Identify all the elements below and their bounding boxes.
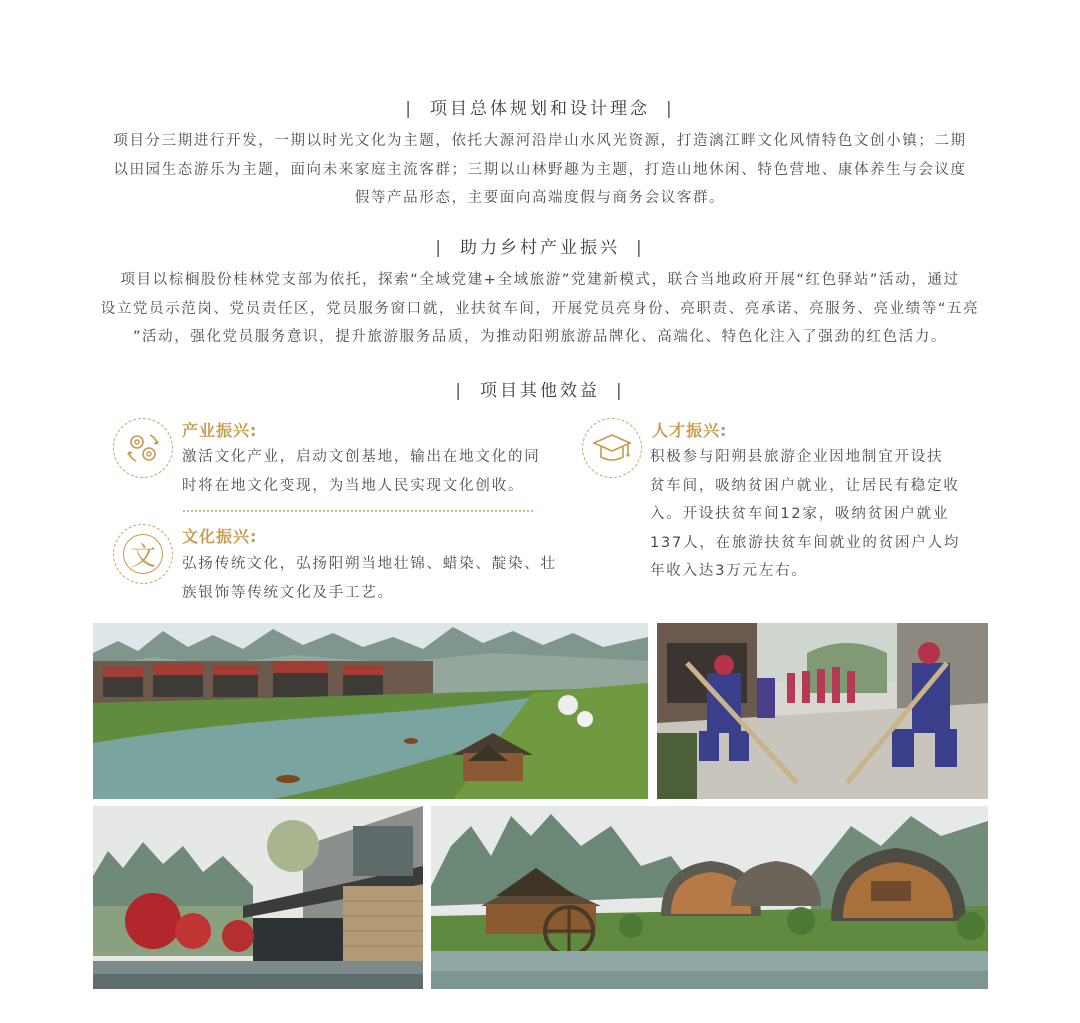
benefits-title-text: 项目其他效益 bbox=[480, 381, 600, 401]
benefit-line: 贫车间，吸纳贫困户就业，让居民有稳定收 bbox=[650, 477, 960, 494]
planning-paragraph bbox=[90, 127, 990, 213]
benefit-line: 积极参与阳朔县旅游企业因地制宜开设扶 bbox=[650, 449, 944, 465]
talent-text bbox=[650, 443, 960, 586]
revitalization-paragraph bbox=[90, 266, 990, 352]
benefit-line: 年收入达3万元左右。 bbox=[650, 563, 808, 579]
photo-huts-waterwheel bbox=[431, 806, 988, 989]
section-title-benefits: | 项目其他效益 | bbox=[455, 381, 625, 401]
planning-title-text: 项目总体规划和设计理念 bbox=[430, 99, 650, 119]
gear-cycle-icon bbox=[113, 418, 173, 478]
industry-title: 产业振兴: bbox=[182, 421, 258, 440]
benefit-line: 入。开设扶贫车间12家，吸纳贫困户就业 bbox=[650, 506, 950, 522]
wen-character-icon bbox=[113, 524, 173, 584]
talent-title: 人才振兴: bbox=[652, 421, 728, 440]
industry-text bbox=[182, 443, 541, 500]
graduation-cap-icon bbox=[582, 418, 642, 478]
paragraph-line: 以田园生态游乐为主题，面向未来家庭主流客群；三期以山林野趣为主题，打造山地休闲、特色营地、康体养生与会议度 bbox=[113, 161, 967, 178]
paragraph-line: 假等产品形态，主要面向高端度假与商务会议客群。 bbox=[354, 190, 726, 206]
benefit-line: 激活文化产业，启动文创基地，输出在地文化的同 bbox=[182, 449, 541, 465]
benefit-line: 弘扬传统文化，弘扬阳朔当地壮锦、蜡染、靛染、壮 bbox=[182, 556, 557, 572]
culture-title: 文化振兴: bbox=[182, 527, 258, 546]
divider bbox=[183, 510, 533, 512]
benefit-line: 时将在地文化变现，为当地人民实现文化创收。 bbox=[182, 477, 525, 494]
paragraph-line: 项目以棕榈股份桂林党支部为依托，探索“全域党建+全域旅游”党建新模式，联合当地政府开展“红色驿站”活动，通过 bbox=[120, 272, 960, 288]
wen-icon-glyph: 文 bbox=[123, 534, 163, 574]
benefit-line: 族银饰等传统文化及手工艺。 bbox=[182, 584, 394, 601]
benefit-line: 137人，在旅游扶贫车间就业的贫困户人均 bbox=[650, 534, 961, 551]
section-title-planning: | 项目总体规划和设计理念 | bbox=[405, 99, 675, 119]
photo-modern-building bbox=[93, 806, 423, 989]
paragraph-line: 设立党员示范岗、党员责任区，党员服务窗口就，业扶贫车间，开展党员亮身份、亮职责、亮承诺、亮服务、亮业绩等“五亮 bbox=[100, 300, 980, 317]
culture-text bbox=[182, 550, 557, 607]
photo-performers bbox=[657, 623, 988, 799]
paragraph-line: 项目分三期进行开发，一期以时光文化为主题，依托大源河沿岸山水风光资源，打造漓江畔文化风情特色文创小镇；二期 bbox=[113, 133, 967, 149]
revitalization-title-text: 助力乡村产业振兴 bbox=[460, 238, 620, 258]
section-title-revitalization: | 助力乡村产业振兴 | bbox=[435, 238, 645, 258]
paragraph-line: ”活动，强化党员服务意识，提升旅游服务品质，为推动阳朔旅游品牌化、高端化、特色化注入了强劲的红色活力。 bbox=[132, 329, 948, 345]
photo-river-town bbox=[93, 623, 648, 799]
